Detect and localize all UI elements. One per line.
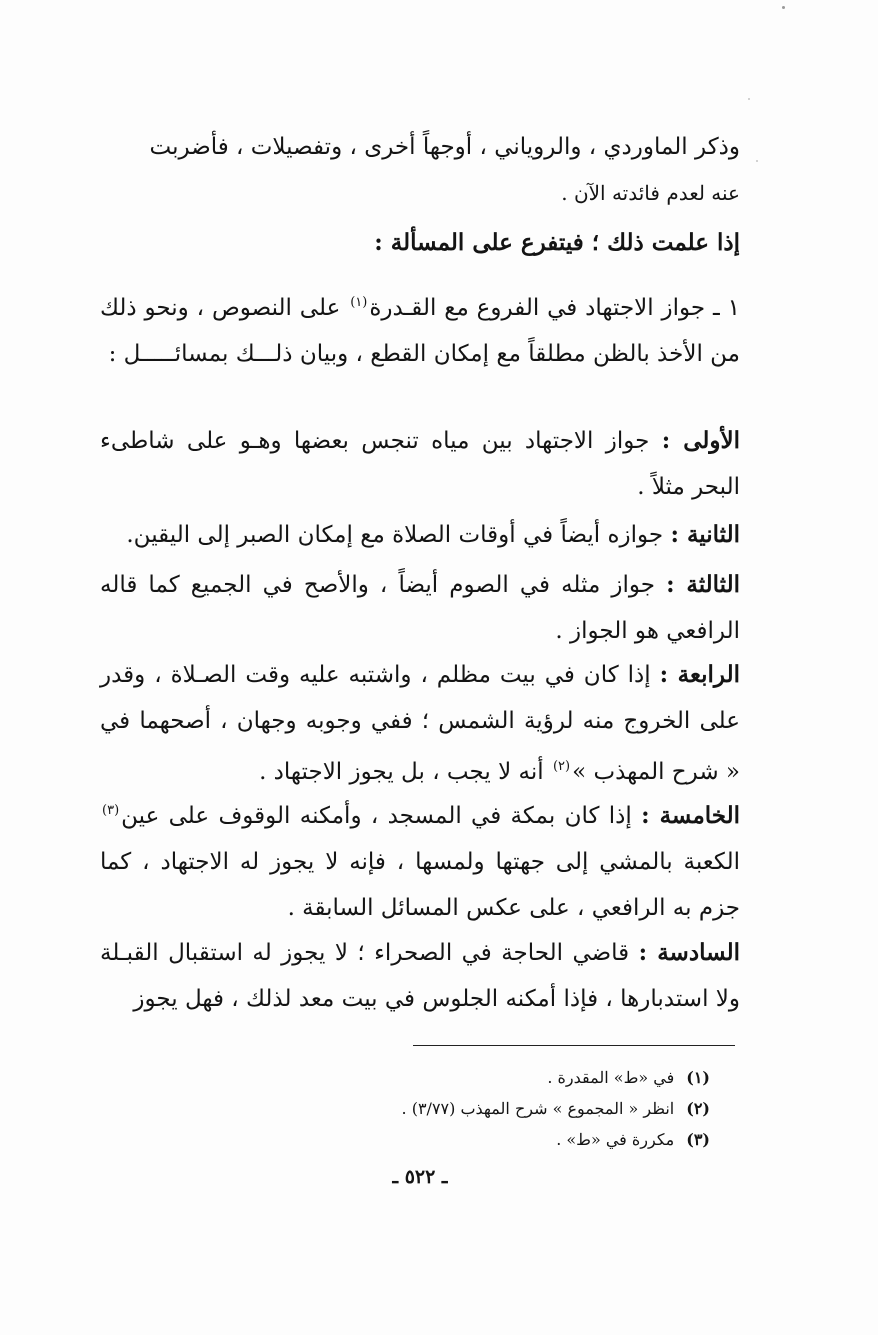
- first-case: [100, 418, 740, 510]
- sixth-case-text: قاضي الحاجة في الصحراء ؛ لا يجوز له استقبال القبـلة ولا استدبارها ، فإذا أمكنه الجلوس في بيت معد لذلك ، فهل يجوز: [100, 940, 740, 1012]
- footnote-text: في «ط» المقدرة .: [547, 1068, 675, 1087]
- intro-line: إذا علمت ذلك ؛ فيتفرع على المسألة :: [374, 229, 740, 256]
- paragraph-1: [100, 124, 740, 216]
- footnote-separator: [413, 1045, 735, 1046]
- first-case-label: الأولى :: [661, 427, 740, 454]
- third-case-text: جواز مثله في الصوم أيضاً ، والأصح في الجميع كما قاله الرافعي هو الجواز .: [100, 572, 740, 644]
- scan-speck: [756, 160, 758, 162]
- footnotes: [340, 1062, 710, 1155]
- paragraph-7: [100, 652, 740, 795]
- paragraph-3: [100, 280, 740, 377]
- footnote-ref-3: (٣): [102, 803, 120, 818]
- fifth-case-text-a: إذا كان بمكة في المسجد ، وأمكنه الوقوف على عين: [121, 803, 632, 829]
- footnote-item: [340, 1124, 710, 1155]
- item-1-text: على النصوص ، ونحو ذلك من الأخذ بالظن مطلقاً مع إمكان القطع ، وبيان ذلـــك بمسائـــــل :: [100, 295, 740, 367]
- footnote-item: [340, 1093, 710, 1124]
- paragraph-1-line-2: عنه لعدم فائدته الآن .: [561, 181, 740, 205]
- fourth-case: [100, 652, 740, 795]
- second-case: [100, 512, 740, 558]
- fifth-case-text-b: الكعبة بالمشي إلى جهتها ولمسها ، فإنه لا يجوز له الاجتهاد ، كما جزم به الرافعي ، على عكس المسائل السابقة .: [100, 849, 740, 921]
- paragraph-8: [100, 788, 740, 931]
- third-case-label: الثالثة :: [666, 571, 740, 598]
- item-1-paragraph: [100, 280, 740, 377]
- second-case-label: الثانية :: [670, 521, 740, 548]
- paragraph-4: [100, 418, 740, 510]
- first-case-text: جواز الاجتهاد بين مياه تنجس بعضها وهـو على شاطىء البحر مثلاً .: [100, 428, 740, 500]
- sixth-case-label: السادسة :: [638, 939, 740, 966]
- paragraph-9: [100, 930, 740, 1022]
- footnote-ref-1: (١): [350, 295, 368, 310]
- paragraph-2: [100, 220, 740, 266]
- page-number: ـ ٥٢٢ ـ: [392, 1166, 448, 1188]
- paragraph-5: [100, 512, 740, 558]
- fourth-case-text-b: أنه لا يجب ، بل يجوز الاجتهاد .: [259, 759, 544, 785]
- footnote-text: مكررة في «ط» .: [556, 1130, 675, 1149]
- fifth-case: [100, 788, 740, 931]
- footnote-ref-2: (٢): [552, 759, 571, 774]
- fourth-case-label: الرابعة :: [659, 661, 740, 688]
- item-1-heading: ١ ـ جواز الاجتهاد في الفروع مع القـدرة: [369, 295, 741, 321]
- sixth-case: [100, 930, 740, 1022]
- footnote-item: [340, 1062, 710, 1093]
- paragraph-6: [100, 562, 740, 654]
- footnote-text: انظر « المجموع » شرح المهذب (٣/٧٧) .: [401, 1099, 675, 1118]
- scan-speck: [782, 6, 785, 9]
- footnote-number: (٣): [686, 1130, 710, 1149]
- third-case: [100, 562, 740, 654]
- second-case-text: جوازه أيضاً في أوقات الصلاة مع إمكان الصبر إلى اليقين.: [126, 522, 664, 548]
- scan-speck: [748, 98, 750, 100]
- paragraph-1-line-1: وذكر الماوردي ، والروياني ، أوجهاً أخرى ، وتفصيلات ، فأضربت: [149, 134, 740, 160]
- fifth-case-label: الخامسة :: [641, 802, 741, 829]
- fourth-case-text-a: إذا كان في بيت مظلم ، واشتبه عليه وقت الصـلاة ، وقدر على الخروج منه لرؤية الشمس ؛ ففي وجوبه وجهان ، أصحهما في « شرح المهذب »: [100, 662, 740, 785]
- footnote-number: (١): [686, 1068, 710, 1087]
- footnote-number: (٢): [686, 1099, 710, 1118]
